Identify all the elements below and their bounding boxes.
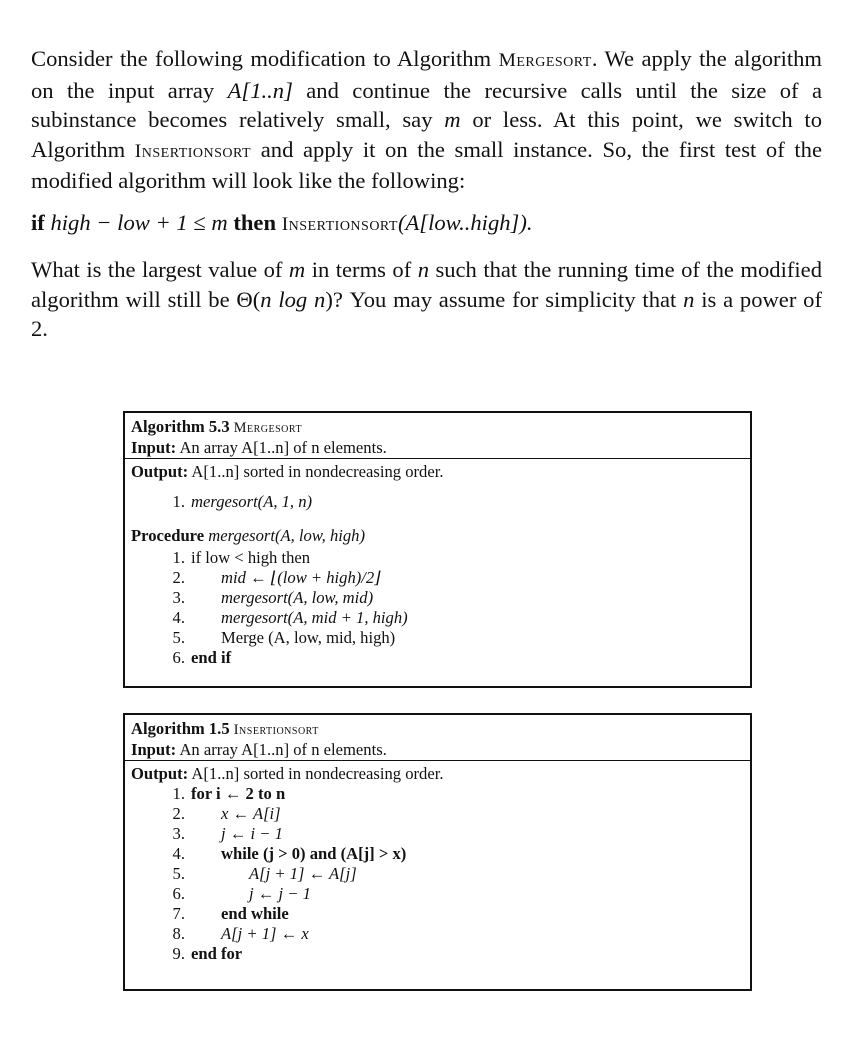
problem-paragraph-2 [31,255,822,344]
algorithm-name: Mergesort [233,420,303,436]
insertionsort-algorithm-box [123,713,752,991]
algorithm-title [131,719,750,740]
step-row [125,784,750,804]
step-row [125,884,750,904]
math-expression: n log n [260,286,326,312]
if-statement-line [31,208,822,240]
step-number: 3. [172,588,185,607]
text-segment: Consider the following modification to Algorithm [31,46,499,71]
step-text: if low < high then [191,548,311,567]
math-variable: n [683,286,695,312]
text-segment: such that the running time of the modified algorithm will still be Θ( [31,257,822,312]
input-label: Input: [131,740,177,759]
math-variable: m [288,257,306,282]
algorithm-title [131,417,750,438]
step-number: 3. [172,824,185,843]
algorithm-input [131,438,750,458]
step-text: j ← i − 1 [221,824,283,843]
input-text: An array A[1..n] of n elements. [179,740,387,759]
step-number: 1. [172,548,185,567]
text-segment: What is the largest value of [31,257,289,282]
step-text: mergesort(A, mid + 1, high) [221,608,408,627]
output-text: A[1..n] sorted in nondecreasing order. [191,764,444,783]
text-segment: and apply it on the small instance. So, the first test of the modified algorithm will look like the following: [31,136,822,193]
main-steps [125,492,750,512]
step-number: 5. [172,628,185,647]
step-text: mergesort(A, 1, n) [191,492,313,511]
algorithm-name: Insertionsort [281,213,398,235]
step-text: A[j + 1] ← A[j] [249,864,357,883]
step-text: j ← j − 1 [249,884,311,903]
step-text: end while [221,904,289,923]
step-row [125,824,750,844]
text-segment: . We apply the algorithm on the input array [31,46,822,103]
step-number: 9. [172,944,185,963]
step-row [125,864,750,884]
procedure-header [125,526,750,546]
keyword-if: if [31,209,45,235]
step-number: 4. [172,608,185,627]
algorithm-number: Algorithm 5.3 [131,417,230,436]
output-label: Output: [131,764,189,783]
step-number: 2. [172,804,185,823]
step-number: 6. [172,648,185,667]
step-row [125,924,750,944]
call-argument: (A[low..high]). [397,209,533,235]
step-row [125,628,750,648]
math-variable: n [417,257,429,282]
step-number: 2. [172,568,185,587]
step-text: Merge (A, low, mid, high) [221,628,396,647]
text-segment: and continue the recursive calls until the size of a subinstance becomes relatively small, say [31,77,822,132]
algorithm-name: Mergesort [498,50,592,71]
step-number: 1. [172,492,185,511]
step-text: for i ← 2 to n [191,784,286,803]
text-segment: in terms of [305,257,418,282]
step-text: mergesort(A, low, mid) [221,588,374,607]
step-row [125,648,750,668]
output-label: Output: [131,462,189,481]
algorithm-name: Insertionsort [134,140,252,162]
step-text: end for [191,944,243,963]
algorithm-output [125,761,750,784]
text-segment: or less. At this point, we switch to Algorithm [31,107,822,162]
algorithm-output [125,459,750,482]
procedure-label: Procedure [131,526,205,545]
step-row [125,804,750,824]
step-row [125,588,750,608]
step-number: 7. [172,904,185,923]
procedure-steps [125,548,750,668]
step-number: 1. [172,784,185,803]
step-row [125,944,750,964]
step-number: 5. [172,864,185,883]
output-text: A[1..n] sorted in nondecreasing order. [191,462,444,481]
math-expression: A[1..n] [227,77,293,103]
mergesort-algorithm-box [123,411,752,688]
step-row [125,844,750,864]
math-variable: m [444,107,461,132]
step-text: mid ← ⌊(low + high)/2⌋ [221,568,381,587]
algorithm-name: Insertionsort [233,722,319,738]
input-text: An array A[1..n] of n elements. [179,438,387,457]
step-number: 6. [172,884,185,903]
algorithm-number: Algorithm 1.5 [131,719,230,738]
text-segment: )? You may assume for simplicity that [325,286,684,312]
step-number: 8. [172,924,185,943]
insertionsort-steps [125,784,750,964]
step-row [125,548,750,568]
step-text: end if [191,648,232,667]
condition-expression: high − low + 1 ≤ m [50,209,228,235]
input-label: Input: [131,438,177,457]
step-row [125,568,750,588]
step-text: while (j > 0) and (A[j] > x) [221,844,407,863]
algorithm-header [125,413,750,459]
problem-statement [31,44,822,344]
step-number: 4. [172,844,185,863]
algorithm-input [131,740,750,760]
procedure-signature: mergesort(A, low, high) [208,526,365,545]
step-text: A[j + 1] ← x [221,924,309,943]
step-text: x ← A[i] [221,804,281,823]
text-segment: is a power of 2. [31,286,822,341]
keyword-then: then [233,209,277,235]
algorithm-header [125,715,750,761]
problem-paragraph-1 [31,44,822,196]
step-row [125,608,750,628]
step-row [125,492,750,512]
step-row [125,904,750,924]
